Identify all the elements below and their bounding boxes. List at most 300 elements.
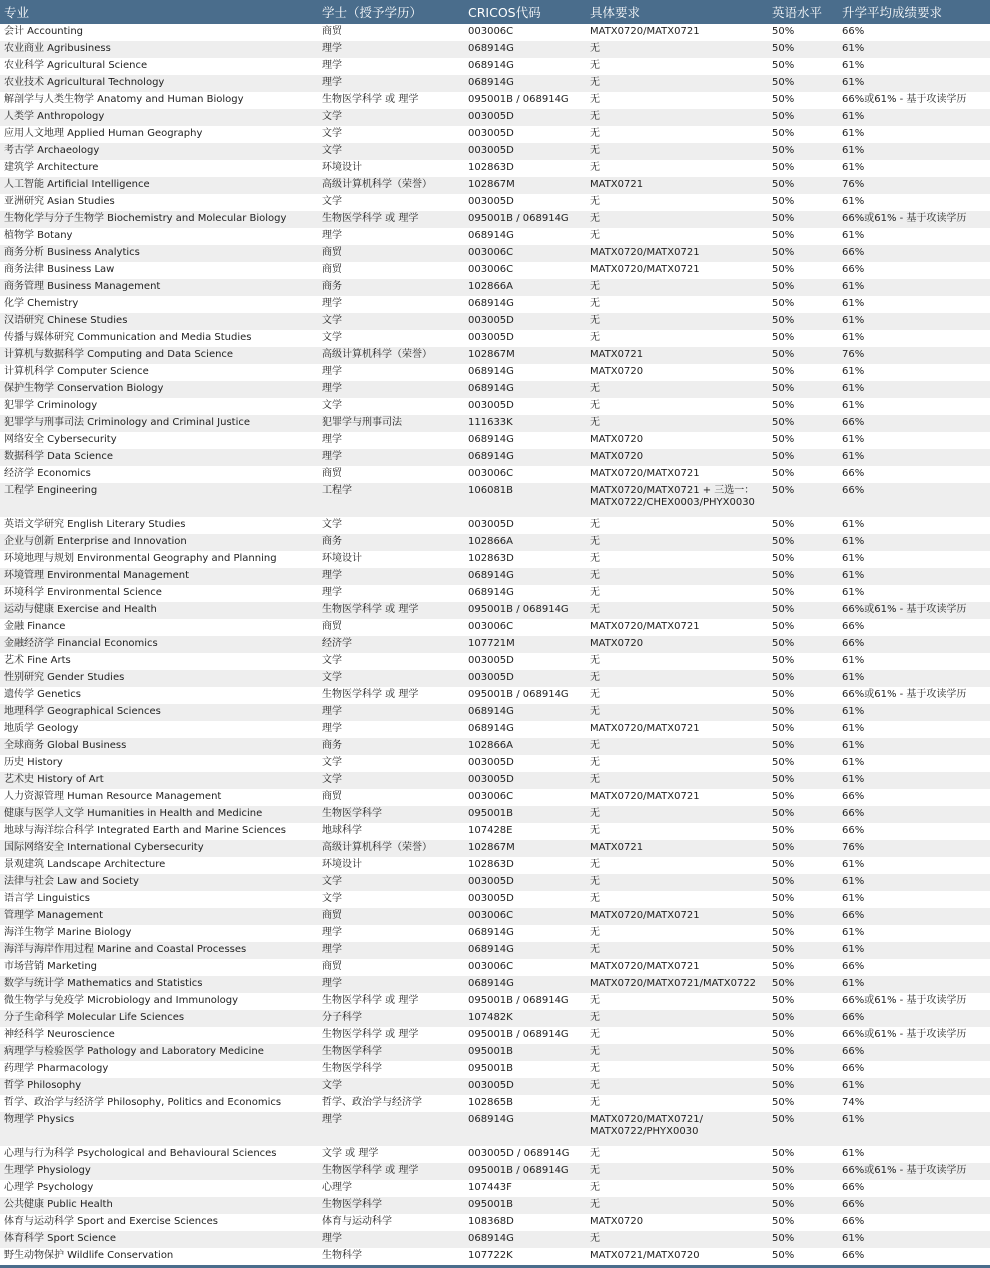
requirements-cell: 无 (590, 774, 600, 785)
requirements-cell: 无 (590, 825, 600, 836)
gpa-cell: 66% (842, 26, 865, 37)
major-cell: 化学 Chemistry (4, 298, 79, 309)
gpa-cell: 66% (842, 961, 865, 972)
table-row (0, 1214, 990, 1231)
degree-cell: 犯罪学与刑事司法 (322, 417, 402, 428)
cricos-cell: 068914G (468, 434, 514, 445)
header-requirements: 具体要求 (590, 5, 641, 20)
english-cell: 50% (772, 332, 795, 343)
english-cell: 50% (772, 145, 795, 156)
gpa-cell: 61% (842, 162, 865, 173)
major-cell: 考古学 Archaeology (4, 145, 100, 156)
english-cell: 50% (772, 349, 795, 360)
cricos-cell: 003005D (468, 315, 514, 326)
table-row (0, 92, 990, 109)
table-row (0, 126, 990, 143)
requirements-cell: MATX0721 (590, 842, 644, 853)
degree-cell: 理学 (322, 60, 342, 71)
gpa-cell: 61% (842, 383, 865, 394)
cricos-cell: 003005D (468, 893, 514, 904)
table-row (0, 704, 990, 721)
gpa-cell: 66%或61% - 基于攻读学历 (842, 94, 967, 105)
table-row (0, 1146, 990, 1163)
requirements-cell: 无 (590, 757, 600, 768)
gpa-cell: 61% (842, 655, 865, 666)
table-row (0, 670, 990, 687)
english-cell: 50% (772, 162, 795, 173)
degree-cell: 工程学 (322, 485, 352, 496)
major-cell: 地球与海洋综合科学 Integrated Earth and Marine Sciences (4, 825, 287, 836)
cricos-cell: 068914G (468, 570, 514, 581)
cricos-cell: 102867M (468, 179, 515, 190)
english-cell: 50% (772, 689, 795, 700)
english-cell: 50% (772, 927, 795, 938)
requirements-cell: 无 (590, 60, 600, 71)
major-cell: 植物学 Botany (4, 230, 73, 241)
requirements-cell: MATX0721 (590, 179, 644, 190)
table-row (0, 721, 990, 738)
major-cell: 经济学 Economics (4, 468, 91, 479)
requirements-cell: 无 (590, 587, 600, 598)
major-cell: 病理学与检验医学 Pathology and Laboratory Medicine (4, 1046, 264, 1057)
degree-cell: 理学 (322, 944, 342, 955)
table-row (0, 415, 990, 432)
gpa-cell: 61% (842, 332, 865, 343)
degree-cell: 心理学 (322, 1182, 352, 1193)
major-cell: 遗传学 Genetics (4, 689, 81, 700)
gpa-cell: 61% (842, 978, 865, 989)
gpa-cell: 66%或61% - 基于攻读学历 (842, 995, 967, 1006)
major-cell: 人力资源管理 Human Resource Management (4, 791, 222, 802)
gpa-cell: 66%或61% - 基于攻读学历 (842, 1029, 967, 1040)
major-cell: 体育科学 Sport Science (4, 1233, 116, 1244)
gpa-cell: 61% (842, 876, 865, 887)
requirements-cell: 无 (590, 1233, 600, 1244)
english-cell: 50% (772, 876, 795, 887)
table-row (0, 636, 990, 653)
gpa-cell: 61% (842, 944, 865, 955)
cricos-cell: 095001B (468, 1199, 514, 1210)
major-cell: 数学与统计学 Mathematics and Statistics (4, 978, 203, 989)
requirements-cell: MATX0720 (590, 1216, 644, 1227)
degree-cell: 经济学 (322, 638, 352, 649)
table-row (0, 1044, 990, 1061)
cricos-cell: 068914G (468, 944, 514, 955)
cricos-cell: 102863D (468, 859, 514, 870)
english-cell: 50% (772, 179, 795, 190)
requirements-cell: 无 (590, 859, 600, 870)
header-degree: 学士（授予学历） (322, 5, 423, 20)
gpa-cell: 66% (842, 1012, 865, 1023)
table-row (0, 976, 990, 993)
major-cell: 分子生命科学 Molecular Life Sciences (4, 1012, 185, 1023)
english-cell: 50% (772, 553, 795, 564)
gpa-cell: 61% (842, 927, 865, 938)
cricos-cell: 068914G (468, 978, 514, 989)
table-row (0, 483, 990, 517)
english-cell: 50% (772, 60, 795, 71)
requirements-cell: 无 (590, 1165, 600, 1176)
table-row (0, 296, 990, 313)
requirements-cell: 无 (590, 94, 600, 105)
degree-cell: 文学 (322, 111, 342, 122)
cricos-cell: 107443F (468, 1182, 512, 1193)
cricos-cell: 003005D (468, 111, 514, 122)
table-row (0, 942, 990, 959)
degree-cell: 文学 (322, 757, 342, 768)
degree-cell: 理学 (322, 723, 342, 734)
requirements-cell: 无 (590, 570, 600, 581)
cricos-cell: 068914G (468, 298, 514, 309)
english-cell: 50% (772, 757, 795, 768)
requirements-cell: MATX0720 (590, 366, 644, 377)
major-cell: 艺术 Fine Arts (4, 655, 71, 666)
requirements-cell: MATX0721 (590, 349, 644, 360)
cricos-cell: 102866A (468, 740, 514, 751)
cricos-cell: 111633K (468, 417, 513, 428)
degree-cell: 商贸 (322, 621, 342, 632)
english-cell: 50% (772, 43, 795, 54)
english-cell: 50% (772, 26, 795, 37)
requirements-cell: 无 (590, 128, 600, 139)
table-row (0, 1112, 990, 1146)
major-cell: 景观建筑 Landscape Architecture (4, 859, 166, 870)
requirements-cell: 无 (590, 77, 600, 88)
major-cell: 地质学 Geology (4, 723, 79, 734)
english-cell: 50% (772, 196, 795, 207)
english-cell: 50% (772, 842, 795, 853)
major-cell: 英语文学研究 English Literary Studies (4, 519, 186, 530)
degree-cell: 生物科学 (322, 1250, 362, 1261)
cricos-cell: 003005D (468, 145, 514, 156)
gpa-cell: 66% (842, 1250, 865, 1261)
requirements-cell: MATX0720/MATX0721/MATX0722 (590, 978, 757, 989)
degree-cell: 生物医学科学 或 理学 (322, 213, 419, 224)
table-row (0, 908, 990, 925)
requirements-cell: 无 (590, 536, 600, 547)
requirements-cell: 无 (590, 655, 600, 666)
gpa-cell: 66% (842, 1216, 865, 1227)
requirements-cell: MATX0720 (590, 451, 644, 462)
major-cell: 商务管理 Business Management (4, 281, 161, 292)
gpa-cell: 61% (842, 1114, 865, 1125)
degree-cell: 文学 (322, 400, 342, 411)
english-cell: 50% (772, 1148, 795, 1159)
requirements-cell: MATX0720/MATX0721 (590, 26, 700, 37)
degree-cell: 商务 (322, 740, 342, 751)
table-row (0, 449, 990, 466)
degree-cell: 生物医学科学 (322, 808, 382, 819)
cricos-cell: 095001B / 068914G (468, 1165, 569, 1176)
requirements-cell: 无 (590, 893, 600, 904)
english-cell: 50% (772, 315, 795, 326)
degree-cell: 理学 (322, 298, 342, 309)
requirements-cell: MATX0720/MATX0721/ MATX0722/PHYX0030 (590, 1114, 703, 1137)
requirements-cell: 无 (590, 162, 600, 173)
major-cell: 体育与运动科学 Sport and Exercise Sciences (4, 1216, 218, 1227)
degree-cell: 理学 (322, 434, 342, 445)
cricos-cell: 095001B / 068914G (468, 689, 569, 700)
cricos-cell: 003005D (468, 1080, 514, 1091)
english-cell: 50% (772, 1080, 795, 1091)
table-row (0, 1095, 990, 1112)
degree-cell: 理学 (322, 77, 342, 88)
english-cell: 50% (772, 1012, 795, 1023)
major-cell: 解剖学与人类生物学 Anatomy and Human Biology (4, 94, 244, 105)
requirements-cell: 无 (590, 145, 600, 156)
major-cell: 人类学 Anthropology (4, 111, 105, 122)
table-row (0, 432, 990, 449)
major-cell: 管理学 Management (4, 910, 104, 921)
degree-cell: 理学 (322, 587, 342, 598)
gpa-cell: 61% (842, 519, 865, 530)
english-cell: 50% (772, 621, 795, 632)
table-row (0, 1163, 990, 1180)
gpa-cell: 61% (842, 145, 865, 156)
major-cell: 计算机与数据科学 Computing and Data Science (4, 349, 234, 360)
major-cell: 历史 History (4, 757, 63, 768)
major-cell: 海洋与海岸作用过程 Marine and Coastal Processes (4, 944, 247, 955)
gpa-cell: 66% (842, 247, 865, 258)
requirements-cell: 无 (590, 332, 600, 343)
major-cell: 生物化学与分子生物学 Biochemistry and Molecular Biology (4, 213, 287, 224)
requirements-cell: 无 (590, 1063, 600, 1074)
table-row (0, 1078, 990, 1095)
requirements-cell: 无 (590, 519, 600, 530)
table-row (0, 1197, 990, 1214)
english-cell: 50% (772, 791, 795, 802)
gpa-cell: 66% (842, 910, 865, 921)
requirements-cell: 无 (590, 672, 600, 683)
table-row (0, 687, 990, 704)
major-cell: 农业科学 Agricultural Science (4, 60, 148, 71)
degree-cell: 理学 (322, 1233, 342, 1244)
gpa-cell: 61% (842, 774, 865, 785)
requirements-cell: 无 (590, 944, 600, 955)
major-cell: 地理科学 Geographical Sciences (4, 706, 161, 717)
major-cell: 药理学 Pharmacology (4, 1063, 109, 1074)
cricos-cell: 095001B / 068914G (468, 604, 569, 615)
major-cell: 神经科学 Neuroscience (4, 1029, 115, 1040)
gpa-cell: 66% (842, 485, 865, 496)
cricos-cell: 068914G (468, 1114, 514, 1125)
degree-cell: 理学 (322, 570, 342, 581)
cricos-cell: 102863D (468, 553, 514, 564)
cricos-cell: 068914G (468, 43, 514, 54)
table-row (0, 517, 990, 534)
english-cell: 50% (772, 366, 795, 377)
degree-cell: 理学 (322, 927, 342, 938)
table-row (0, 1061, 990, 1078)
english-cell: 50% (772, 1233, 795, 1244)
gpa-cell: 66% (842, 791, 865, 802)
table-row (0, 755, 990, 772)
table-row (0, 228, 990, 245)
major-cell: 运动与健康 Exercise and Health (4, 604, 157, 615)
gpa-cell: 66% (842, 1199, 865, 1210)
major-cell: 哲学、政治学与经济学 Philosophy, Politics and Economics (4, 1097, 282, 1108)
requirements-cell: 无 (590, 1148, 600, 1159)
requirements-cell: 无 (590, 808, 600, 819)
gpa-cell: 61% (842, 230, 865, 241)
english-cell: 50% (772, 230, 795, 241)
cricos-cell: 068914G (468, 383, 514, 394)
english-cell: 50% (772, 808, 795, 819)
cricos-cell: 068914G (468, 451, 514, 462)
degree-cell: 商贸 (322, 910, 342, 921)
gpa-cell: 66%或61% - 基于攻读学历 (842, 213, 967, 224)
cricos-cell: 102867M (468, 349, 515, 360)
major-cell: 心理学 Psychology (4, 1182, 94, 1193)
degree-cell: 商贸 (322, 26, 342, 37)
cricos-cell: 102867M (468, 842, 515, 853)
table-row (0, 857, 990, 874)
table-row (0, 619, 990, 636)
major-cell: 保护生物学 Conservation Biology (4, 383, 164, 394)
major-cell: 金融 Finance (4, 621, 66, 632)
cricos-cell: 003005D / 068914G (468, 1148, 570, 1159)
gpa-cell: 61% (842, 1080, 865, 1091)
cricos-cell: 095001B (468, 808, 514, 819)
degree-cell: 商务 (322, 536, 342, 547)
degree-cell: 文学 (322, 196, 342, 207)
degree-cell: 生物医学科学 (322, 1063, 382, 1074)
gpa-cell: 66%或61% - 基于攻读学历 (842, 1165, 967, 1176)
requirements-cell: MATX0720/MATX0721 (590, 723, 700, 734)
major-cell: 计算机科学 Computer Science (4, 366, 149, 377)
cricos-cell: 003005D (468, 400, 514, 411)
english-cell: 50% (772, 111, 795, 122)
major-cell: 哲学 Philosophy (4, 1080, 82, 1091)
cricos-cell: 095001B / 068914G (468, 94, 569, 105)
cricos-cell: 003005D (468, 774, 514, 785)
english-cell: 50% (772, 1250, 795, 1261)
english-cell: 50% (772, 247, 795, 258)
table-row (0, 1010, 990, 1027)
cricos-cell: 095001B (468, 1063, 514, 1074)
gpa-cell: 66%或61% - 基于攻读学历 (842, 689, 967, 700)
gpa-cell: 61% (842, 723, 865, 734)
requirements-cell: 无 (590, 213, 600, 224)
gpa-cell: 61% (842, 1233, 865, 1244)
requirements-cell: 无 (590, 927, 600, 938)
table-row (0, 738, 990, 755)
gpa-cell: 61% (842, 315, 865, 326)
english-cell: 50% (772, 1199, 795, 1210)
english-cell: 50% (772, 468, 795, 479)
major-cell: 物理学 Physics (4, 1114, 75, 1125)
cricos-cell: 102865B (468, 1097, 514, 1108)
cricos-cell: 102863D (468, 162, 514, 173)
table-row (0, 347, 990, 364)
gpa-cell: 61% (842, 60, 865, 71)
major-cell: 环境管理 Environmental Management (4, 570, 189, 581)
cricos-cell: 003006C (468, 264, 514, 275)
gpa-cell: 61% (842, 281, 865, 292)
cricos-cell: 003006C (468, 26, 514, 37)
degree-cell: 理学 (322, 230, 342, 241)
requirements-cell: 无 (590, 706, 600, 717)
major-cell: 企业与创新 Enterprise and Innovation (4, 536, 187, 547)
table-row (0, 993, 990, 1010)
cricos-cell: 095001B (468, 1046, 514, 1057)
cricos-cell: 068914G (468, 723, 514, 734)
degree-cell: 商贸 (322, 468, 342, 479)
english-cell: 50% (772, 1046, 795, 1057)
gpa-cell: 61% (842, 451, 865, 462)
degree-cell: 文学 (322, 128, 342, 139)
gpa-cell: 61% (842, 757, 865, 768)
cricos-cell: 107721M (468, 638, 515, 649)
table-row (0, 160, 990, 177)
gpa-cell: 66% (842, 1063, 865, 1074)
cricos-cell: 068914G (468, 1233, 514, 1244)
requirements-cell: 无 (590, 196, 600, 207)
degree-cell: 高级计算机科学（荣誉） (322, 842, 432, 853)
english-cell: 50% (772, 77, 795, 88)
table-row (0, 466, 990, 483)
requirements-cell: 无 (590, 383, 600, 394)
requirements-cell: 无 (590, 1097, 600, 1108)
requirements-cell: 无 (590, 1182, 600, 1193)
degree-cell: 理学 (322, 706, 342, 717)
english-cell: 50% (772, 995, 795, 1006)
table-row (0, 653, 990, 670)
cricos-cell: 003005D (468, 655, 514, 666)
requirements-cell: 无 (590, 553, 600, 564)
gpa-cell: 66% (842, 1182, 865, 1193)
table-row (0, 381, 990, 398)
cricos-cell: 068914G (468, 60, 514, 71)
degree-cell: 哲学、政治学与经济学 (322, 1097, 422, 1108)
gpa-cell: 66% (842, 264, 865, 275)
english-cell: 50% (772, 910, 795, 921)
cricos-cell: 003006C (468, 910, 514, 921)
cricos-cell: 068914G (468, 587, 514, 598)
table-row (0, 1180, 990, 1197)
english-cell: 50% (772, 604, 795, 615)
header-major: 专业 (4, 5, 30, 20)
requirements-cell: 无 (590, 315, 600, 326)
gpa-cell: 66% (842, 417, 865, 428)
major-cell: 生理学 Physiology (4, 1165, 91, 1176)
english-cell: 50% (772, 723, 795, 734)
cricos-cell: 003006C (468, 961, 514, 972)
english-cell: 50% (772, 740, 795, 751)
major-cell: 性别研究 Gender Studies (4, 672, 125, 683)
requirements-cell: 无 (590, 876, 600, 887)
english-cell: 50% (772, 281, 795, 292)
degree-cell: 文学 (322, 893, 342, 904)
degree-cell: 文学 (322, 519, 342, 530)
gpa-cell: 76% (842, 179, 865, 190)
cricos-cell: 106081B (468, 485, 514, 496)
table-row (0, 789, 990, 806)
table-row (0, 58, 990, 75)
cricos-cell: 003005D (468, 672, 514, 683)
table-row (0, 330, 990, 347)
gpa-cell: 61% (842, 740, 865, 751)
gpa-cell: 61% (842, 859, 865, 870)
table-row (0, 177, 990, 194)
requirements-cell: MATX0721/MATX0720 (590, 1250, 700, 1261)
major-cell: 法律与社会 Law and Society (4, 876, 139, 887)
major-cell: 汉语研究 Chinese Studies (4, 315, 128, 326)
requirements-cell: MATX0720/MATX0721 (590, 961, 700, 972)
gpa-cell: 76% (842, 349, 865, 360)
table-row (0, 806, 990, 823)
degree-cell: 生物医学科学 或 理学 (322, 689, 419, 700)
